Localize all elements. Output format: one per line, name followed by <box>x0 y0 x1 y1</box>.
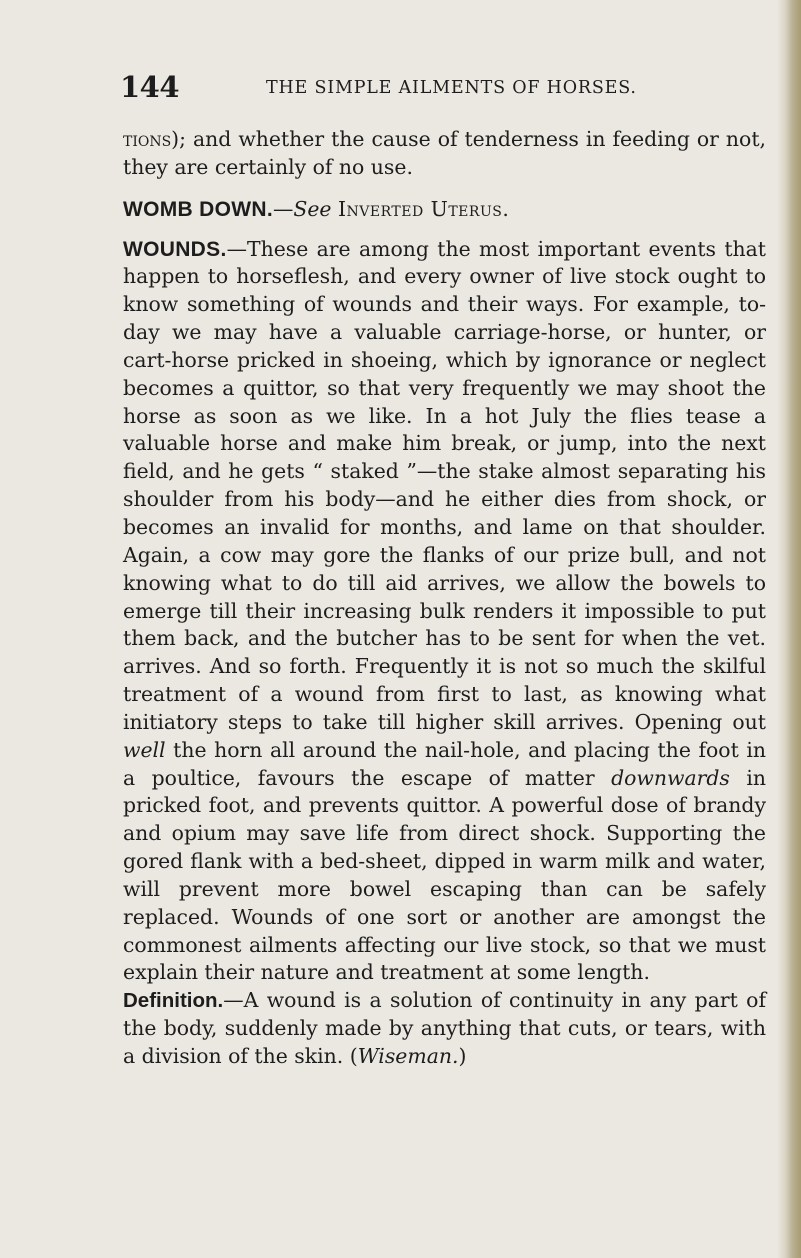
entry-text: —These are among the most important events that happen to horseflesh, and every owner of live stock ought to know something of wounds and their ways. For example, to-day we may have a valuable carriage-horse, or hunter, or cart-horse pricked in shoeing, which by ignorance or neglect becomes a quittor, so that very frequently we may shoot the horse as soon as we like. In a hot July the flies tease a valuable horse and make him break, or jump, into the next field, and he gets “ staked ”—the stake almost separating his shoulder from his body—and he either dies from shock, or becomes an invalid for months, and lame on that shoulder. Again, a cow may gore the flanks of our prize bull, and not knowing what to do till aid arrives, we allow the bowels to emerge till their increasing bulk renders it impossible to put them back, and the butcher has to be sent for when the vet. arrives. And so forth. Frequently it is not so much the skilful treatment of a wound from first to last, as knowing what initiatory steps to take till higher skill arrives. Opening out <box>123 236 766 734</box>
running-head: THE SIMPLE AILMENTS OF HORSES. <box>266 78 637 98</box>
entry-wounds <box>123 236 766 988</box>
page-number: 144 <box>120 70 180 104</box>
continued-word: tions) <box>123 127 180 151</box>
paragraph-continuation <box>123 126 766 182</box>
entry-text: the horn all around the nail-hole, and placing the foot in a poultice, favours the escape of matter <box>123 737 766 790</box>
paragraph-text: ; and whether the cause of tenderness in feeding or not, they are certainly of no use. <box>123 127 766 179</box>
page-header <box>120 70 770 110</box>
see-label: See <box>293 196 332 221</box>
page-edge-shadow <box>777 0 801 1258</box>
italic-text: downwards <box>611 765 730 790</box>
body-text <box>123 126 766 1071</box>
entry-dash: — <box>272 196 294 221</box>
entry-text: —A wound is a solution of continuity in any part of the body, suddenly made by anything that cuts, or tears, with a division of the skin. ( <box>123 988 766 1068</box>
entry-text: ) <box>458 1044 467 1068</box>
entry-heading: WOUNDS. <box>123 237 227 261</box>
entry-text: in pricked foot, and prevents quittor. A powerful dose of brandy and opium may save life from direct shock. Supporting the gored flank with a bed-sheet, dipped in warm milk and water, will prevent more bowel escaping than can be safely replaced. Wounds of one sort or another are amongst the commonest ailments affecting our live stock, so that we must explain their nature and treatment at some length. <box>123 765 766 985</box>
italic-text: well <box>123 737 166 762</box>
entry-womb-down <box>123 196 766 224</box>
entry-definition <box>123 987 766 1071</box>
entry-heading: WOMB DOWN. <box>123 197 273 221</box>
subheading: Definition. <box>123 989 224 1013</box>
cross-reference: Inverted Uterus. <box>337 196 510 221</box>
citation: Wiseman. <box>357 1044 459 1068</box>
